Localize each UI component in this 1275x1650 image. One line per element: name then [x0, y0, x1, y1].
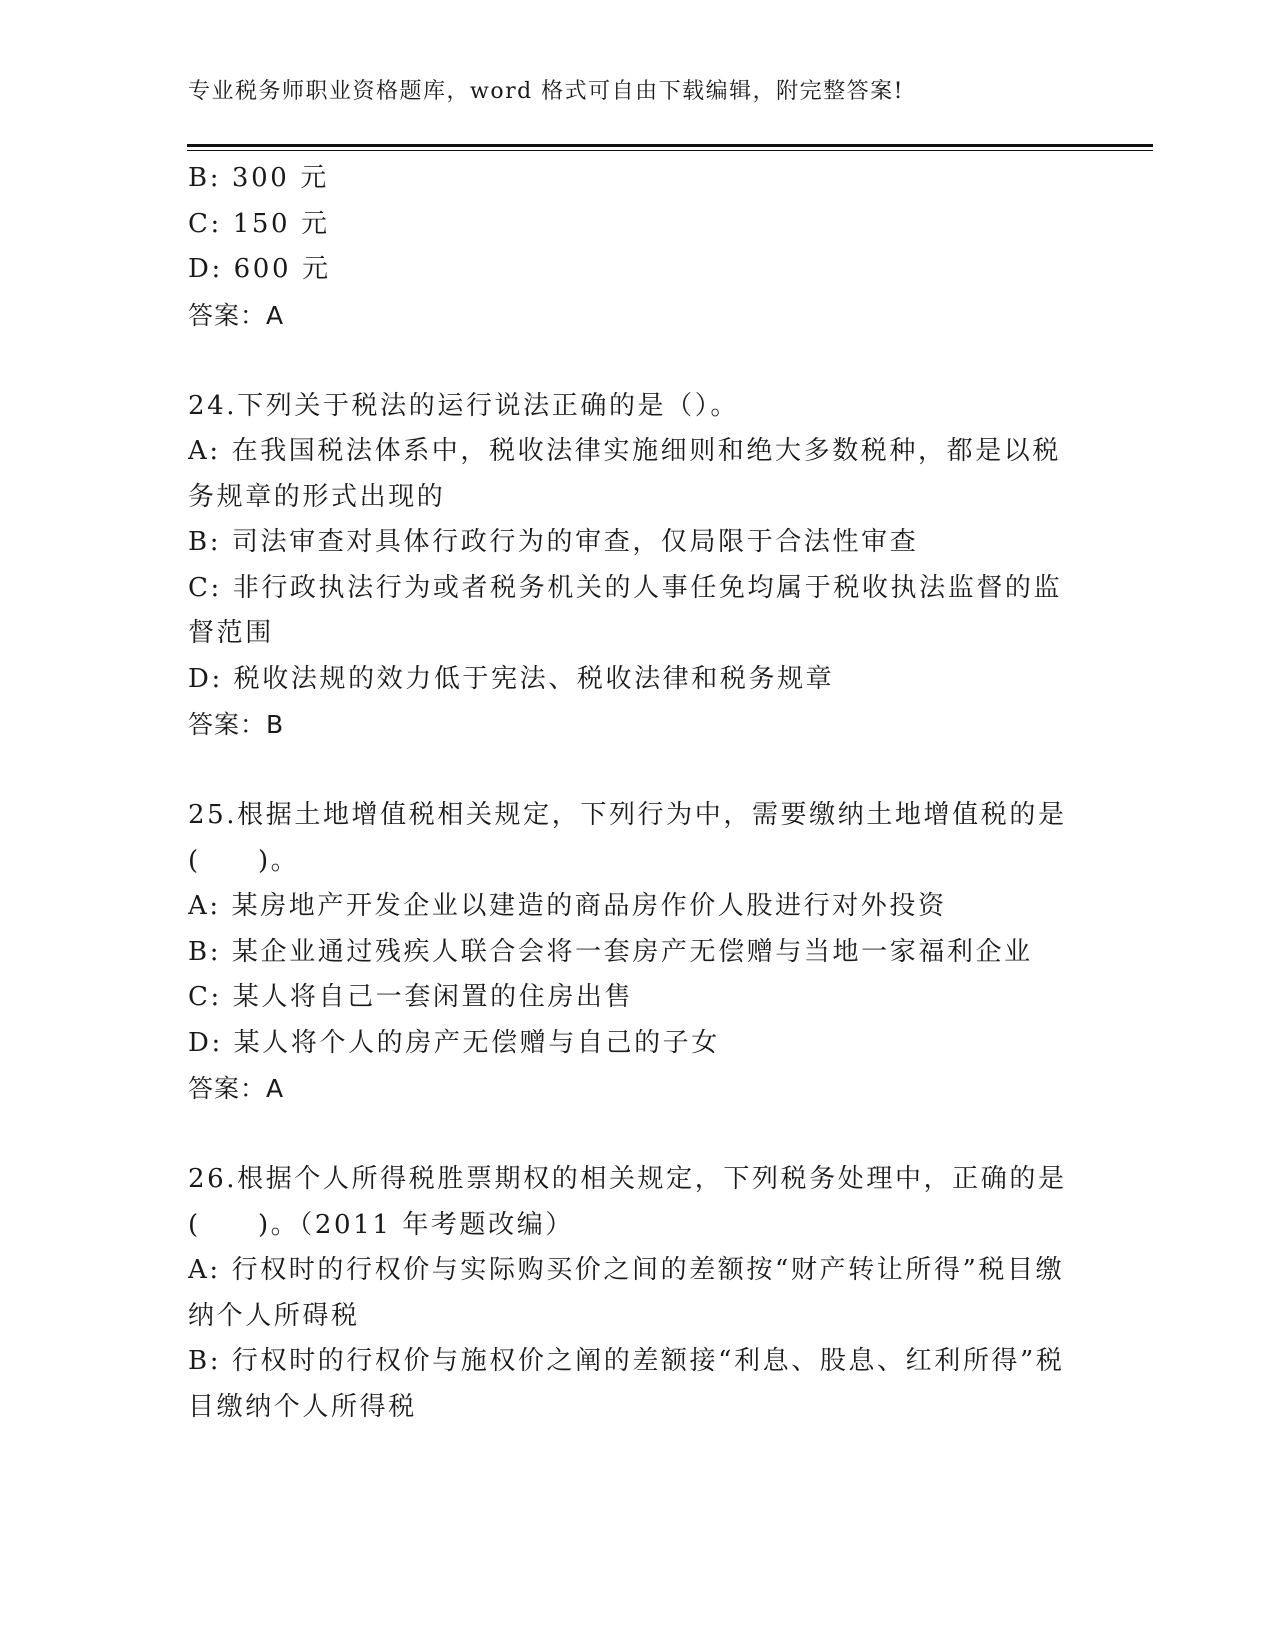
- option-d: D: 税收法规的效力低于宪法、税收法律和税务规章: [188, 663, 835, 694]
- option-b: B: 300 元: [188, 163, 329, 193]
- header-rule-thin: [187, 150, 1153, 151]
- option-b: B: 司法审查对具体行政行为的审查，仅局限于合法性审查: [188, 527, 919, 557]
- option-a: A: 在我国税法体系中，税收法律实施细则和绝大多数税种，都是以税务规章的形式出现的: [188, 436, 1062, 512]
- question-stem: 25.根据土地增值税相关规定，下列行为中，需要缴纳土地增值税的是( )。: [188, 800, 1067, 876]
- option-c: C: 某人将自己一套闲置的住房出售: [188, 982, 634, 1012]
- option-a: A: 某房地产开发企业以建造的商品房作价人股进行对外投资: [188, 891, 947, 921]
- question-25: [188, 793, 1078, 1112]
- answer: 答案：A: [188, 300, 285, 330]
- answer: 答案：A: [188, 1074, 285, 1103]
- option-d: D: 某人将个人的房产无偿赠与自己的子女: [188, 1027, 720, 1058]
- page-header: 专业税务师职业资格题库，word 格式可自由下载编辑，附完整答案!: [188, 79, 905, 104]
- question-list: [188, 156, 1078, 1430]
- question-23: [188, 156, 1078, 338]
- answer: 答案：B: [188, 710, 285, 739]
- question-26: [188, 1157, 1078, 1430]
- spacer: [188, 338, 1078, 384]
- spacer: [188, 748, 1078, 794]
- option-c: C: 150 元: [188, 208, 330, 239]
- spacer: [188, 1112, 1078, 1158]
- question-24: [188, 384, 1078, 748]
- option-d: D: 600 元: [188, 254, 331, 284]
- option-b: B: 行权时的行权价与施权价之阐的差额接“利息、股息、红利所得”税目缴纳个人所得税: [188, 1346, 1065, 1422]
- header-rule-thick: [187, 144, 1153, 147]
- option-a: A: 行权时的行权价与实际购买价之间的差额按“财产转让所得”税目缴纳个人所碍税: [188, 1255, 1065, 1331]
- option-c: C: 非行政执法行为或者税务机关的人事任免均属于税收执法监督的监督范围: [188, 572, 1063, 648]
- option-b: B: 某企业通过残疾人联合会将一套房产无偿赠与当地一家福利企业: [188, 936, 1033, 967]
- question-stem: 24.下列关于税法的运行说法正确的是（）。: [188, 390, 739, 421]
- question-stem: 26.根据个人所得税胜票期权的相关规定，下列税务处理中，正确的是( )。（2011 年考题改编）: [188, 1164, 1067, 1240]
